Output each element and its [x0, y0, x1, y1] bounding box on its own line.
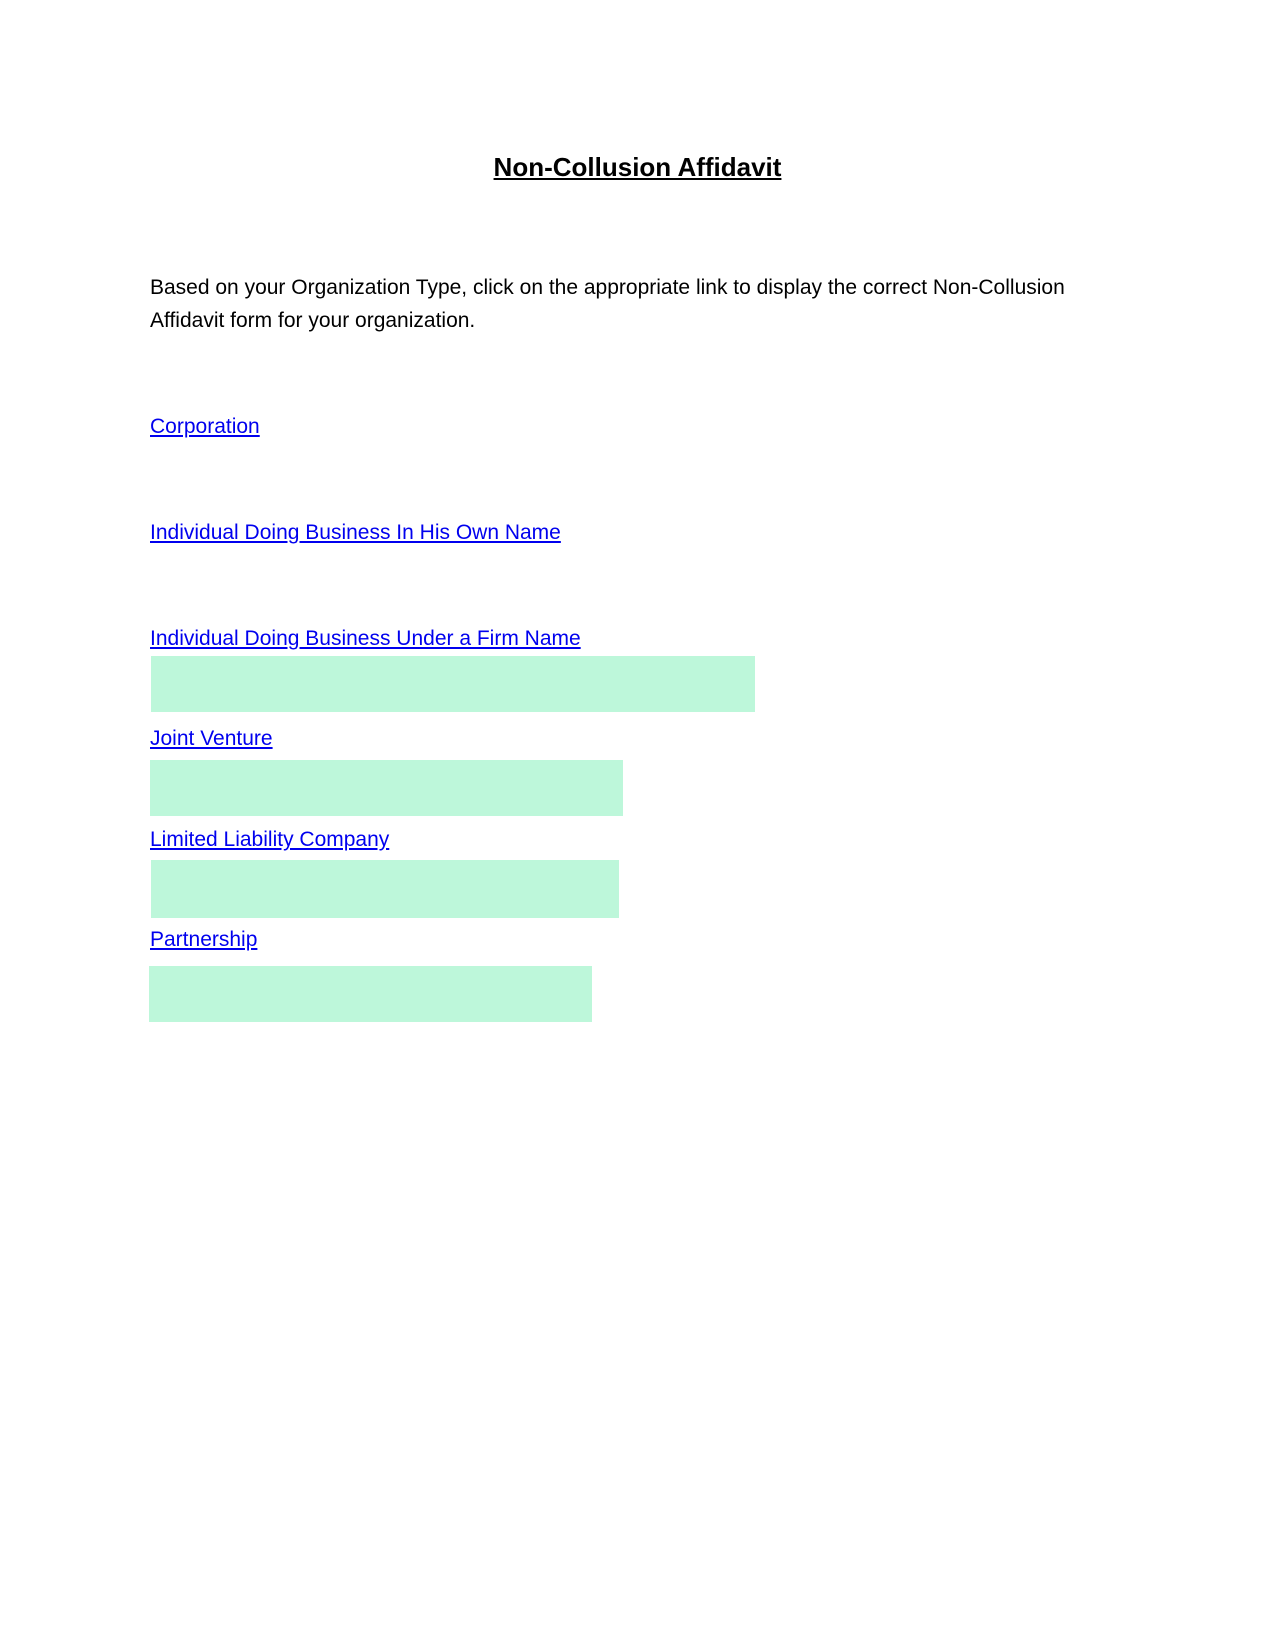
individual-firm-name-field[interactable] — [151, 656, 755, 712]
joint-venture-field[interactable] — [150, 760, 623, 816]
individual-firm-name-link[interactable]: Individual Doing Business Under a Firm Name — [150, 627, 581, 650]
intro-paragraph: Based on your Organization Type, click on the appropriate link to display the correct Non-Collusion Affidavit form for your organization. — [150, 276, 1065, 332]
joint-venture-link[interactable]: Joint Venture — [150, 727, 273, 750]
page-title: Non-Collusion Affidavit — [493, 152, 782, 182]
llc-field[interactable] — [151, 860, 619, 918]
partnership-field[interactable] — [149, 966, 592, 1022]
partnership-link[interactable]: Partnership — [150, 928, 258, 951]
corporation-link[interactable]: Corporation — [150, 415, 260, 438]
llc-link[interactable]: Limited Liability Company — [150, 828, 390, 851]
individual-own-name-link[interactable]: Individual Doing Business In His Own Name — [150, 521, 561, 544]
